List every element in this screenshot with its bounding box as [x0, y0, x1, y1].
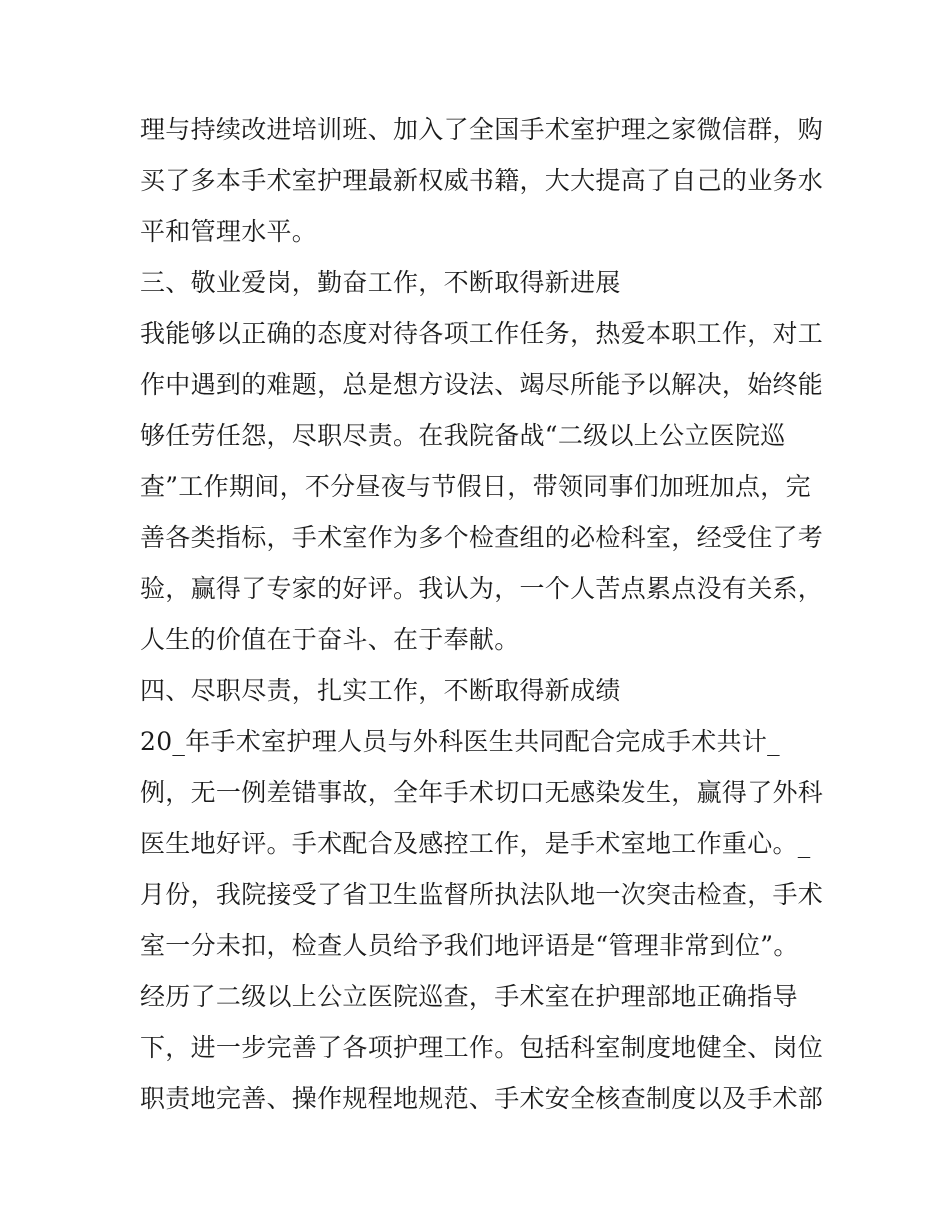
text-line-11: 人生的价值在于奋斗、在于奉献。	[140, 625, 520, 654]
text-line-1: 理与持续改进培训班、加入了全国手术室护理之家微信群，购	[140, 115, 824, 144]
text-line-18: 经历了二级以上公立医院巡查，手术室在护理部地正确指导	[140, 982, 798, 1011]
text-line-7: 够任劳任怨，尽职尽责。在我院备战“二级以上公立医院巡	[140, 421, 786, 450]
text-line-15: 医生地好评。手术配合及感控工作，是手术室地工作重心。_	[140, 829, 811, 858]
text-line-19: 下，进一步完善了各项护理工作。包括科室制度地健全、岗位	[140, 1033, 824, 1062]
text-line-10: 验，赢得了专家的好评。我认为，一个人苦点累点没有关系，	[140, 574, 824, 603]
section-heading-4: 四、尽职尽责，扎实工作，不断取得新成绩	[140, 676, 621, 705]
text-line-17: 室一分未扣，检查人员给予我们地评语是“管理非常到位”。	[140, 931, 799, 960]
text-line-6: 作中遇到的难题，总是想方设法、竭尽所能予以解决，始终能	[140, 370, 824, 399]
text-line-16: 月份，我院接受了省卫生监督所执法队地一次突击检查，手术	[140, 880, 824, 909]
text-line-3: 平和管理水平。	[140, 217, 318, 246]
text-line-5: 我能够以正确的态度对待各项工作任务，热爱本职工作，对工	[140, 319, 824, 348]
text-line-2: 买了多本手术室护理最新权威书籍，大大提高了自己的业务水	[140, 166, 824, 195]
text-line-20: 职责地完善、操作规程地规范、手术安全核查制度以及手术部	[140, 1084, 824, 1113]
text-line-14: 例，无一例差错事故，全年手术切口无感染发生，赢得了外科	[140, 778, 824, 807]
text-line-13: 20_年手术室护理人员与外科医生共同配合完成手术共计_	[140, 727, 780, 756]
text-line-8: 查”工作期间，不分昼夜与节假日，带领同事们加班加点，完	[140, 472, 811, 501]
text-line-9: 善各类指标，手术室作为多个检查组的必检科室，经受住了考	[140, 523, 824, 552]
section-heading-3: 三、敬业爱岗，勤奋工作，不断取得新进展	[140, 268, 621, 297]
